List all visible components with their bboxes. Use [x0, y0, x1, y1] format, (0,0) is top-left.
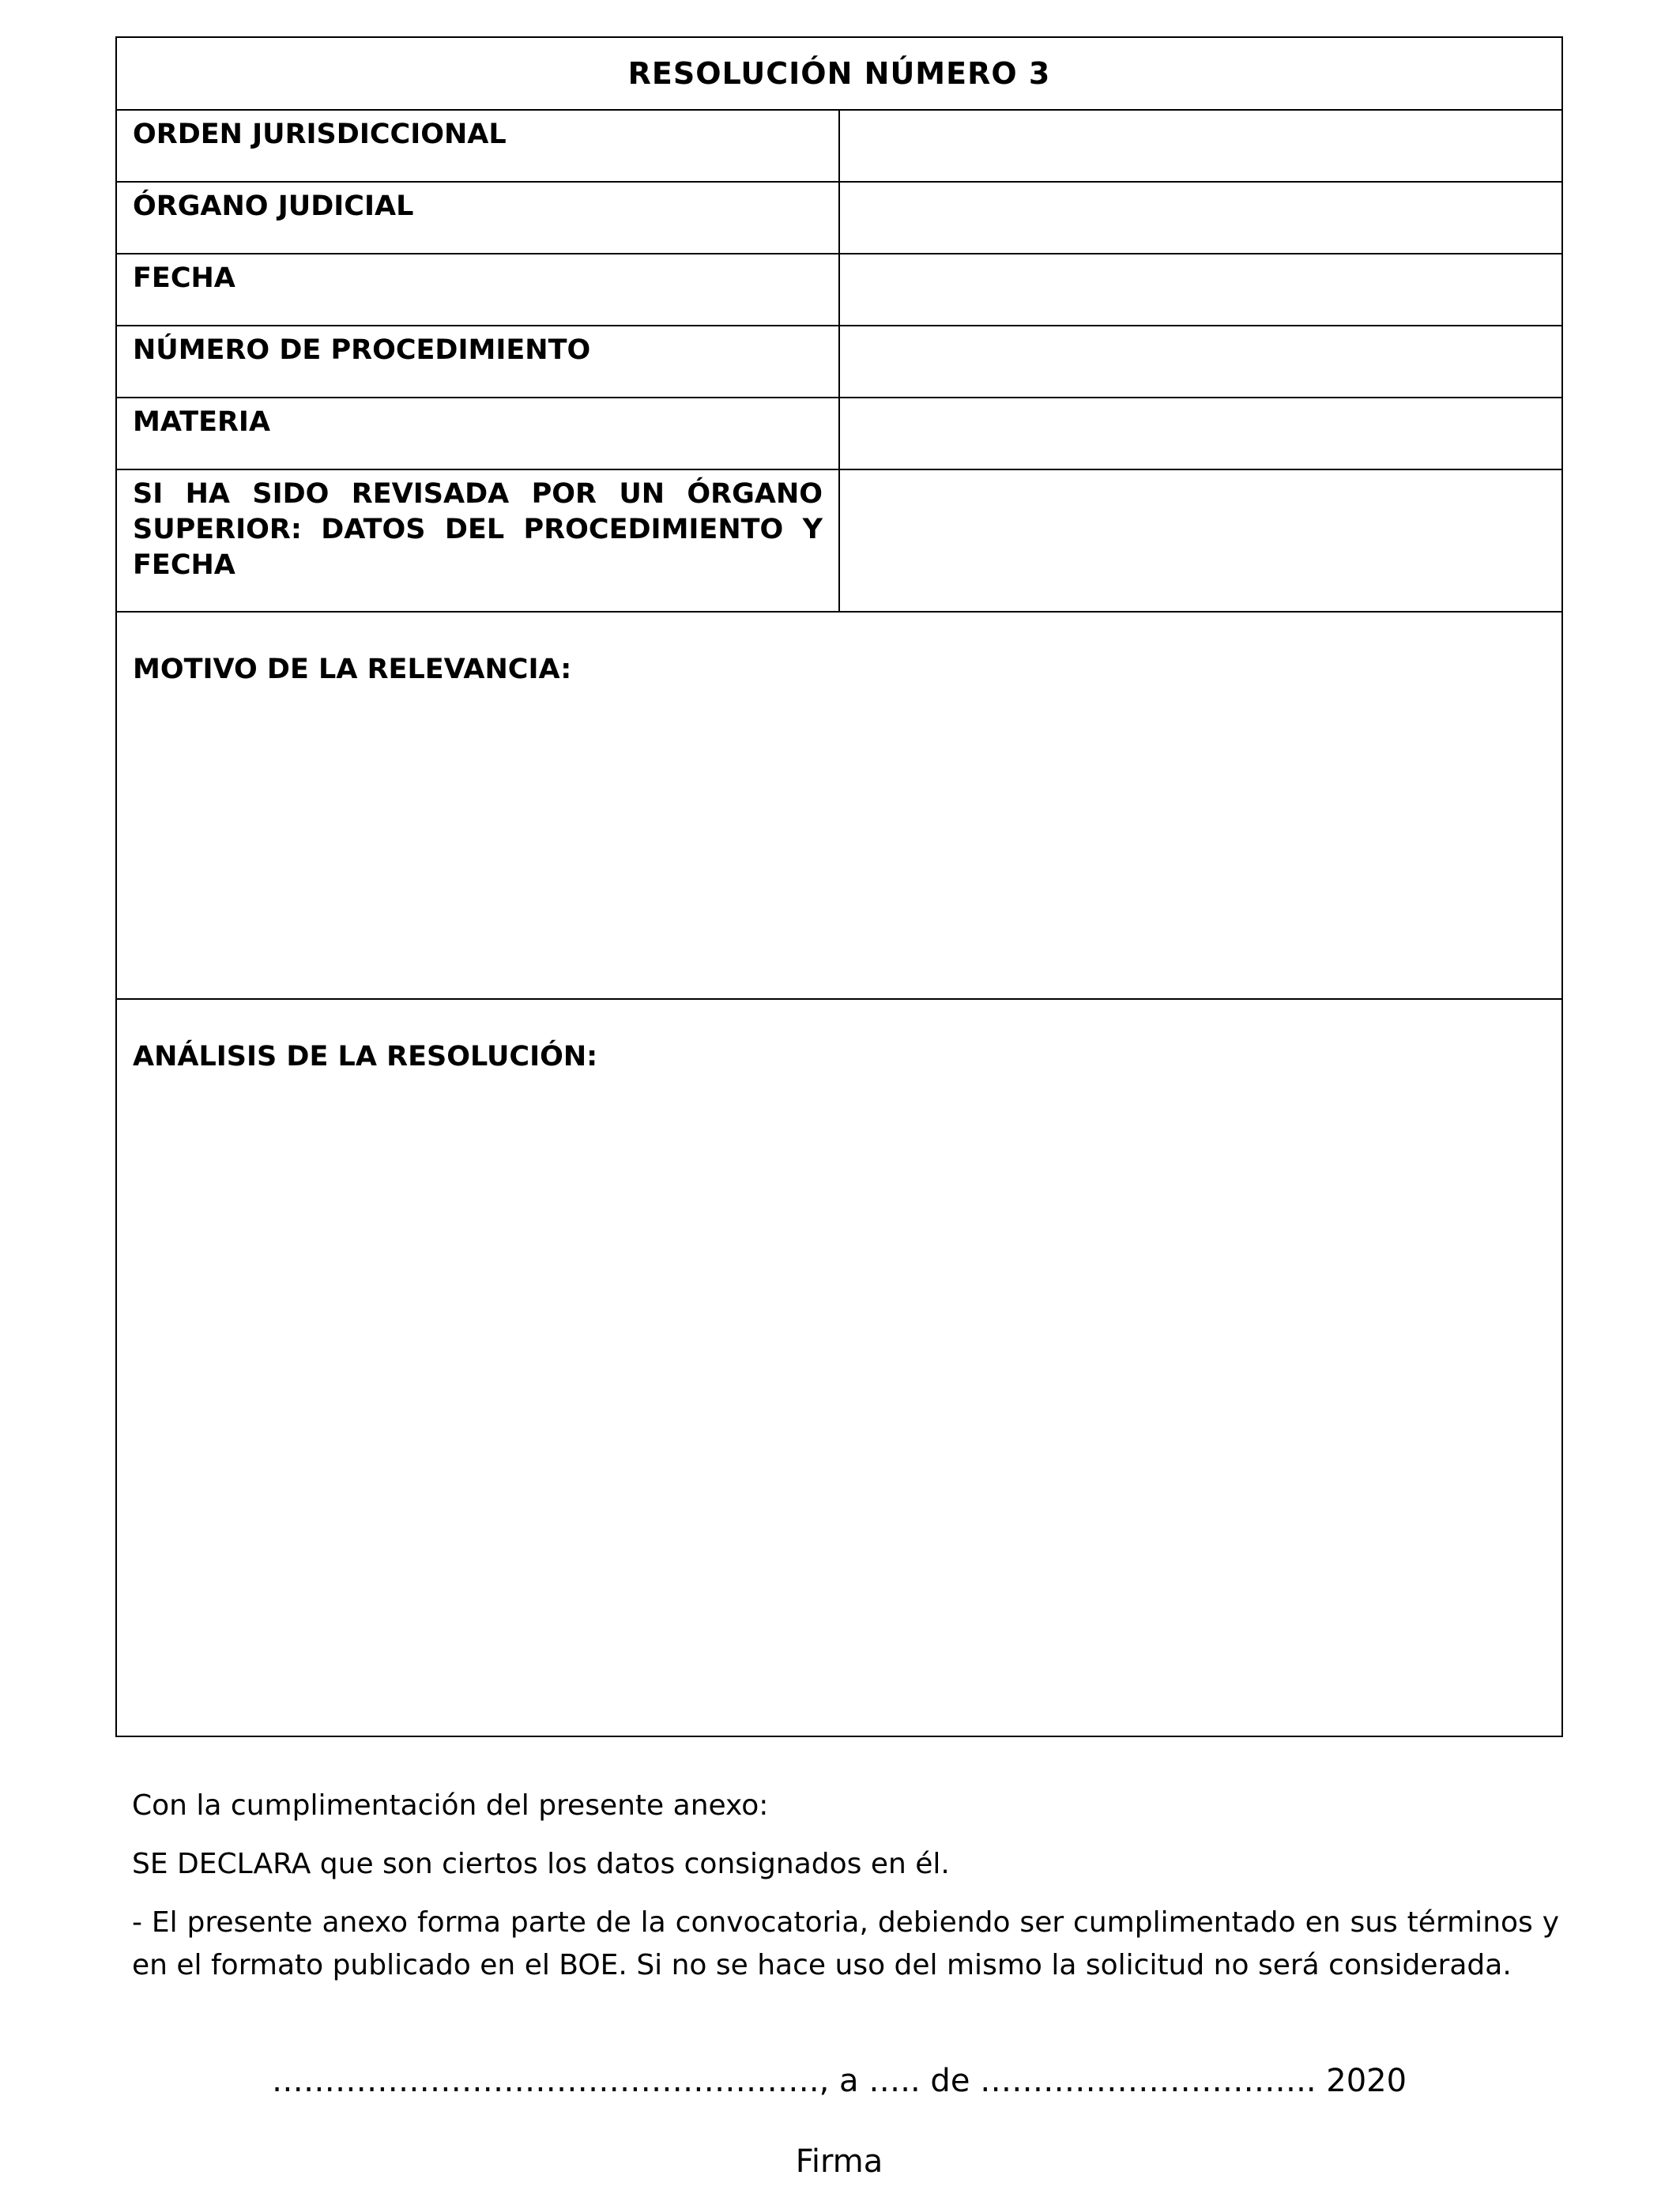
- motivo-relevancia-section[interactable]: [116, 612, 1562, 999]
- footer-note: - El presente anexo forma parte de la convocatoria, debiendo ser cumplimentado en sus términos y en el formato publicado en el BOE. Si no se hace uso del mismo la solicitud no será considerada.: [132, 1906, 1559, 1981]
- footer-declaration: SE DECLARA que son ciertos los datos consignados en él.: [132, 1848, 950, 1880]
- field-label-materia: MATERIA: [116, 398, 839, 469]
- field-value-orden-jurisdiccional[interactable]: [839, 110, 1562, 182]
- field-label-orden-jurisdiccional: ORDEN JURISDICCIONAL: [116, 110, 839, 182]
- signature-label: Firma: [795, 2143, 883, 2180]
- field-value-organo-judicial[interactable]: [839, 182, 1562, 254]
- analisis-resolucion-label: ANÁLISIS DE LA RESOLUCIÓN:: [133, 1041, 598, 1072]
- field-value-revision-superior[interactable]: [839, 469, 1562, 612]
- field-value-materia[interactable]: [839, 398, 1562, 469]
- field-label-organo-judicial: ÓRGANO JUDICIAL: [116, 182, 839, 254]
- date-place-line: ……………………………………………., a ….. de ………………………….. 2020: [271, 2063, 1407, 2099]
- footer-intro: Con la cumplimentación del presente anexo:: [132, 1789, 769, 1822]
- motivo-relevancia-label: MOTIVO DE LA RELEVANCIA:: [133, 654, 572, 685]
- analisis-resolucion-section[interactable]: [116, 999, 1562, 1736]
- field-label-numero-procedimiento: NÚMERO DE PROCEDIMIENTO: [116, 326, 839, 398]
- field-value-fecha[interactable]: [839, 254, 1562, 326]
- form-title: RESOLUCIÓN NÚMERO 3: [116, 37, 1562, 110]
- field-label-fecha: FECHA: [116, 254, 839, 326]
- field-value-numero-procedimiento[interactable]: [839, 326, 1562, 398]
- field-label-revision-superior: SI HA SIDO REVISADA POR UN ÓRGANO SUPERIOR: DATOS DEL PROCEDIMIENTO Y FECHA: [116, 469, 839, 612]
- footer-text: [132, 1785, 1559, 2003]
- resolution-form-table: [115, 36, 1563, 1737]
